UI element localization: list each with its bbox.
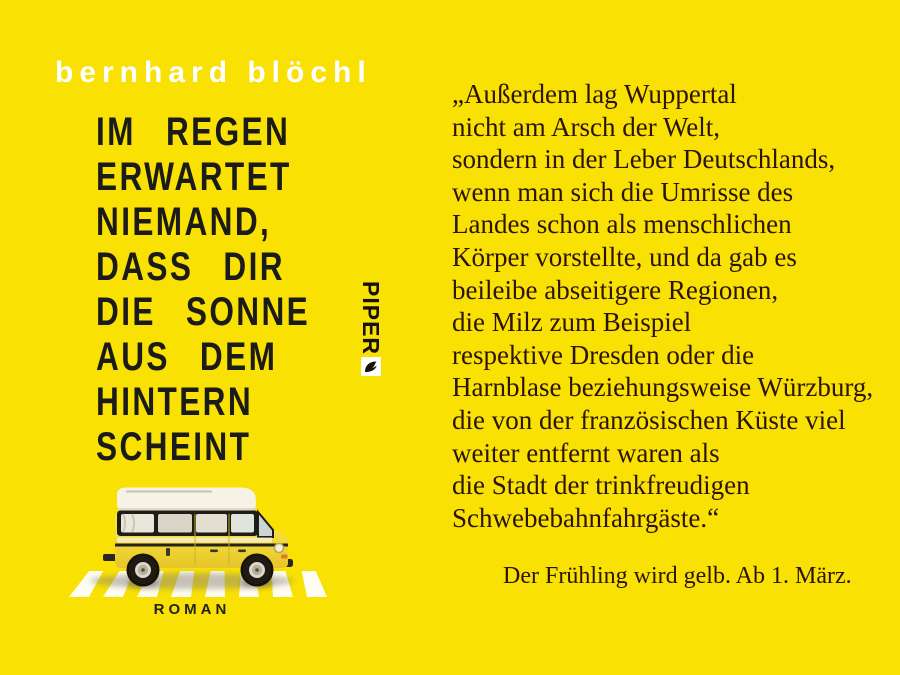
title-line: DASS DIR: [96, 245, 285, 289]
quote-line: die Stadt der trinkfreudigen: [452, 470, 750, 501]
publisher-logo: [357, 281, 384, 376]
quote-line: Harnblase beziehungsweise Würzburg,: [452, 372, 874, 403]
title-line: SCHEINT: [96, 425, 252, 469]
quote-line: Landes schon als menschlichen: [452, 209, 792, 240]
quote-line: die Milz zum Beispiel: [452, 307, 692, 338]
title-line: AUS DEM: [96, 335, 278, 379]
title-line: IM REGEN: [96, 110, 291, 154]
author-name: bernhard blöchl: [55, 56, 372, 89]
release-tagline: Der Frühling wird gelb. Ab 1. März.: [503, 563, 852, 589]
quote-line: die von der französischen Küste viel: [452, 404, 846, 435]
book-quote: [452, 78, 873, 534]
quote-line: „Außerdem lag Wuppertal: [452, 79, 737, 109]
quote-line: Schwebebahnfahrgäste.“: [452, 502, 720, 533]
piper-feather-icon: [361, 357, 381, 376]
genre-label: ROMAN: [153, 601, 231, 618]
camper-van-illustration: [60, 480, 340, 605]
quote-line: weiter entfernt waren als: [452, 437, 720, 468]
quote-line: Körper vorstellte, und da gab es: [452, 241, 797, 272]
book-title: [96, 110, 310, 470]
title-line: DIE SONNE: [96, 290, 311, 334]
quote-line: respektive Dresden oder die: [452, 339, 755, 370]
quote-line: nicht am Arsch der Welt,: [452, 111, 721, 142]
title-line: ERWARTET: [96, 155, 292, 199]
publisher-name: PIPER: [358, 281, 384, 356]
quote-line: sondern in der Leber Deutschlands,: [452, 144, 836, 175]
quote-line: wenn man sich die Umrisse des: [452, 176, 794, 207]
title-line: NIEMAND,: [96, 200, 272, 244]
quote-line: beileibe abseitigere Regionen,: [452, 274, 779, 305]
title-line: HINTERN: [96, 380, 254, 424]
